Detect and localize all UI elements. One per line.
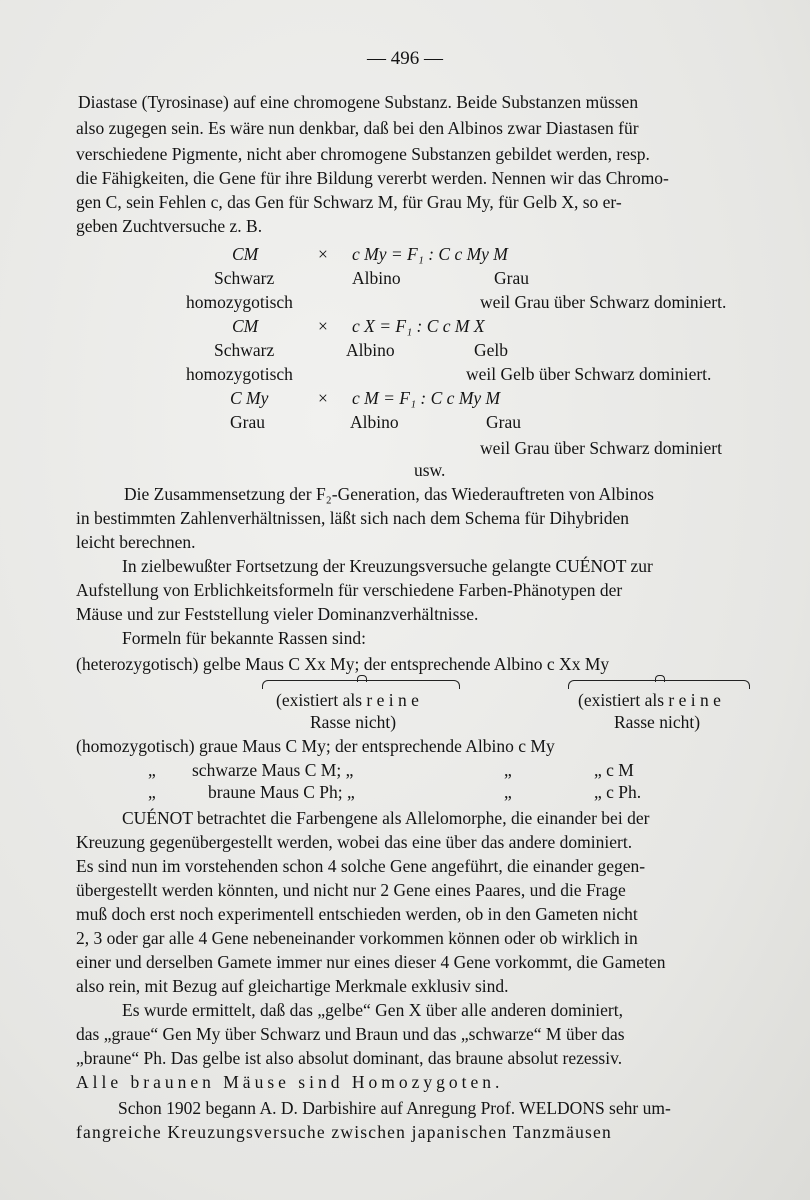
text-line: muß doch erst noch experimentell entschieden werden, ob in den Gameten nicht — [76, 904, 638, 924]
text-line: fangreiche Kreuzungsversuche zwischen japanischen Tanzmäusen — [76, 1122, 612, 1142]
scheme-label: Albino — [352, 268, 401, 288]
formula-homozygous: (homozygotisch) graue Maus C My; der entsprechende Albino c My — [76, 736, 555, 756]
text-line: Diastase (Tyrosinase) auf eine chromogene Substanz. Beide Substanzen müssen — [78, 92, 639, 112]
text-line: in bestimmten Zahlenverhältnissen, läßt sich nach dem Schema für Dihybriden — [76, 508, 630, 528]
scheme-etc: usw. — [414, 460, 446, 480]
text-line: Kreuzung gegenübergestellt werden, wobei das eine über das andere dominiert. — [76, 832, 633, 852]
scheme-parent: CM — [232, 244, 259, 264]
formula-row: „ c M — [594, 760, 634, 780]
scheme-label: Grau — [230, 412, 265, 432]
scheme-parent: CM — [232, 316, 259, 336]
section-heading: Formeln für bekannte Rassen sind: — [122, 628, 366, 648]
text-line: gen C, sein Fehlen c, das Gen für Schwarz M, für Grau My, für Gelb X, so er- — [76, 192, 622, 212]
text-line: das „graue“ Gen My über Schwarz und Braun und das „schwarze“ M über das — [76, 1024, 625, 1044]
cross-symbol: × — [318, 388, 328, 408]
ditto-mark: „ — [148, 782, 156, 802]
text-line: also zugegen sein. Es wäre nun denkbar, daß bei den Albinos zwar Diastasen für — [76, 118, 639, 138]
scheme-parent: C My — [230, 388, 269, 408]
text-line: CUÉNOT betrachtet die Farbengene als Allelomorphe, die einander bei der — [122, 808, 650, 828]
ditto-mark: „ — [504, 760, 512, 780]
text-line-spaced: Alle braunen Mäuse sind Homozygoten. — [76, 1072, 504, 1092]
text-line: Aufstellung von Erblichkeitsformeln für verschiedene Farben-Phänotypen der — [76, 580, 623, 600]
text-line: geben Zuchtversuche z. B. — [76, 216, 263, 236]
brace-left — [262, 680, 460, 689]
scheme-note: weil Grau über Schwarz dominiert. — [480, 292, 727, 312]
scheme-label: Schwarz — [214, 268, 275, 288]
text-line: die Fähigkeiten, die Gene für ihre Bildung vererbt werden. Nennen wir das Chromo- — [76, 168, 669, 188]
scheme-formula: c X = F₁ : C c M X — [352, 316, 485, 336]
text-line: also rein, mit Bezug auf gleichartige Merkmale exklusiv sind. — [76, 976, 509, 996]
scheme-label: homozygotisch — [186, 292, 293, 312]
text-line: einer und derselben Gamete immer nur eines dieser 4 Gene vorkommt, die Gameten — [76, 952, 666, 972]
cross-symbol: × — [318, 244, 328, 264]
text-line: Es sind nun im vorstehenden schon 4 solche Gene angeführt, die einander gegen- — [76, 856, 646, 876]
brace-note: Rasse nicht) — [614, 712, 701, 732]
page-number: — 496 — — [367, 48, 443, 69]
formula-row: braune Maus C Ph; „ — [208, 782, 355, 802]
formula-row: „ c Ph. — [594, 782, 642, 802]
text-line: leicht berechnen. — [76, 532, 196, 552]
text-line: Mäuse und zur Feststellung vieler Dominanzverhältnisse. — [76, 604, 479, 624]
scheme-label: Grau — [486, 412, 521, 432]
scheme-note: weil Gelb über Schwarz dominiert. — [466, 364, 712, 384]
text-line: Schon 1902 begann A. D. Darbishire auf Anregung Prof. WELDONS sehr um- — [118, 1098, 671, 1118]
text-line: Es wurde ermittelt, daß das „gelbe“ Gen X über alle anderen dominiert, — [122, 1000, 623, 1020]
scheme-label: Grau — [494, 268, 529, 288]
formula-heterozygous: (heterozygotisch) gelbe Maus C Xx My; der entsprechende Albino c Xx My — [76, 654, 610, 674]
ditto-mark: „ — [148, 760, 156, 780]
brace-note: Rasse nicht) — [310, 712, 397, 732]
cross-symbol: × — [318, 316, 328, 336]
scheme-label: Schwarz — [214, 340, 275, 360]
scheme-note: weil Grau über Schwarz dominiert — [480, 438, 723, 458]
ditto-mark: „ — [504, 782, 512, 802]
text-line: „braune“ Ph. Das gelbe ist also absolut dominant, das braune absolut rezessiv. — [76, 1048, 623, 1068]
text-line: Die Zusammensetzung der F₂-Generation, das Wiederauftreten von Albinos — [124, 484, 654, 504]
scheme-label: Gelb — [474, 340, 509, 360]
scheme-formula: c My = F₁ : C c My M — [352, 244, 508, 264]
text-line: übergestellt werden könnten, und nicht nur 2 Gene eines Paares, und die Frage — [76, 880, 626, 900]
scheme-label: Albino — [350, 412, 399, 432]
scheme-formula: c M = F₁ : C c My M — [352, 388, 501, 408]
scheme-label: homozygotisch — [186, 364, 293, 384]
text-line: verschiedene Pigmente, nicht aber chromogene Substanzen gebildet werden, resp. — [76, 144, 650, 164]
text-line: In zielbewußter Fortsetzung der Kreuzungsversuche gelangte CUÉNOT zur — [122, 556, 653, 576]
brace-note: (existiert als r e i n e — [276, 690, 419, 710]
brace-right — [568, 680, 750, 689]
formula-row: schwarze Maus C M; „ — [192, 760, 354, 780]
scheme-label: Albino — [346, 340, 395, 360]
brace-note: (existiert als r e i n e — [578, 690, 721, 710]
text-line: 2, 3 oder gar alle 4 Gene nebeneinander vorkommen können oder ob wirklich in — [76, 928, 638, 948]
